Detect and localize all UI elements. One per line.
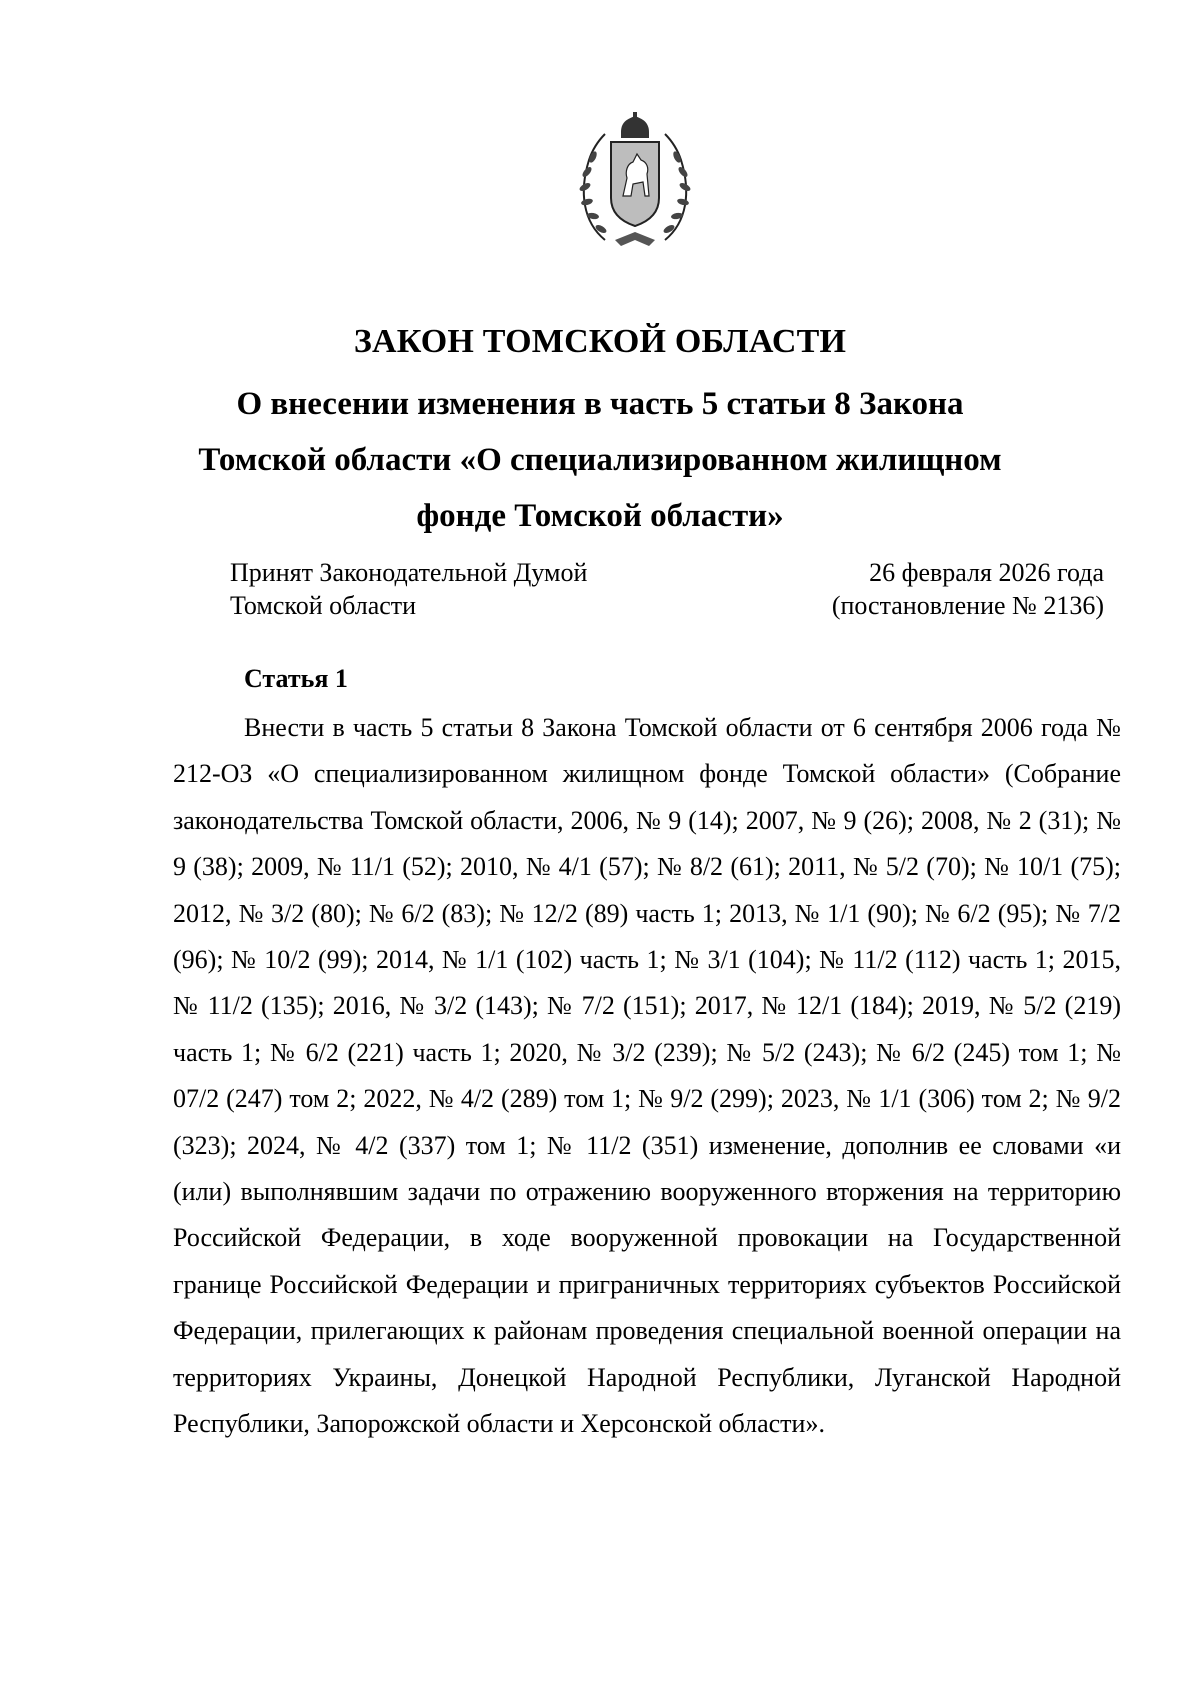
adoption-authority-line: Принят Законодательной Думой (230, 558, 588, 587)
adoption-authority-line: Томской области (230, 591, 417, 620)
document-subtitle (150, 376, 1050, 544)
tomsk-oblast-coat-of-arms-icon (575, 112, 695, 252)
article-body: Внести в часть 5 статьи 8 Закона Томской области от 6 сентября 2006 года № 212-ОЗ «О специализированном жилищном фонде Томской области» (Собрание законодательства Томской области, 2006, № 9 (14); 2007, № 9 (26); 2008, № 2 (31); № 9 (38); 2009, № 11/1 (52); 2010, № 4/1 (57); № 8/2 (61); 2011, № 5/2 (70); № 10/1 (75); 2012, № 3/2 (80); № 6/2 (83); № 12/2 (89) часть 1; 2013, № 1/1 (90); № 6/2 (95); № 7/2 (96); № 10/2 (99); 2014, № 1/1 (102) часть 1; № 3/1 (104); № 11/2 (112) часть 1; 2015, № 11/2 (135); 2016, № 3/2 (143); № 7/2 (151); 2017, № 12/1 (184); 2019, № 5/2 (219) часть 1; № 6/2 (221) часть 1; 2020, № 3/2 (239); № 5/2 (243); № 6/2 (245) том 1; № 07/2 (247) том 2; 2022, № 4/2 (289) том 1; № 9/2 (299); 2023, № 1/1 (306) том 2; № 9/2 (323); 2024, № 4/2 (337) том 1; № 11/2 (351) изменение, дополнив ее словами «и (или) выполнявшим задачи по отражению вооруженного вторжения на территорию Российской Федерации, в ходе вооруженной провокации на Государственной границе Российской Федерации и приграничных территориях субъектов Российской Федерации, прилегающих к районам проведения специальной военной операции на территориях Украины, Донецкой Народной Республики, Луганской Народной Республики, Запорожской области и Херсонской области». (173, 713, 1121, 1439)
subtitle-line: О внесении изменения в часть 5 статьи 8 Закона (236, 386, 964, 422)
adoption-date (832, 556, 1104, 622)
article-heading: Статья 1 (244, 664, 348, 693)
subtitle-line: фонде Томской области» (416, 498, 784, 534)
adoption-date-line: 26 февраля 2026 года (869, 558, 1104, 587)
document-title: ЗАКОН ТОМСКОЙ ОБЛАСТИ (353, 323, 847, 360)
subtitle-line: Томской области «О специализированном жилищном (198, 442, 1002, 478)
adoption-resolution-line: (постановление № 2136) (831, 591, 1104, 620)
adoption-authority (230, 556, 587, 622)
